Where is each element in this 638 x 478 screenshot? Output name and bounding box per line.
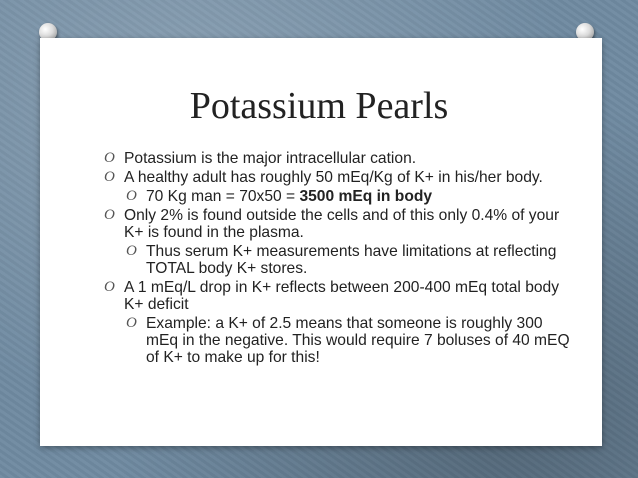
sub-bullet-item: [104, 243, 574, 277]
bullet-bold-text: 3500 mEq in body: [299, 188, 433, 205]
bullet-item: [104, 279, 574, 313]
bullet-text: Example: a K+ of 2.5 means that someone is roughly 300 mEq in the negative. This would require 7 boluses of 40 mEQ of K+ to make up for this!: [146, 315, 570, 366]
bullet-marker: O: [104, 150, 115, 166]
bullet-item: [104, 207, 574, 241]
bullet-marker: O: [126, 243, 137, 259]
bullet-item: [104, 150, 574, 167]
bullet-item: [104, 169, 574, 186]
bullet-list: [104, 150, 574, 368]
sub-bullet-item: [104, 188, 574, 205]
bullet-text: A 1 mEq/L drop in K+ reflects between 200-400 mEq total body K+ deficit: [124, 279, 560, 313]
bullet-text: Potassium is the major intracellular cation.: [124, 150, 417, 167]
bullet-marker: O: [104, 207, 115, 223]
bullet-text: 70 Kg man = 70x50 =: [146, 188, 300, 205]
bullet-text: Only 2% is found outside the cells and of this only 0.4% of your K+ is found in the plasma.: [124, 207, 560, 241]
slide-title: Potassium Pearls: [189, 85, 449, 127]
bullet-marker: O: [104, 279, 115, 295]
sub-bullet-item: [104, 315, 574, 366]
bullet-text: Thus serum K+ measurements have limitations at reflecting TOTAL body K+ stores.: [146, 243, 557, 277]
bullet-marker: O: [104, 169, 115, 185]
bullet-text: A healthy adult has roughly 50 mEq/Kg of K+ in his/her body.: [124, 169, 543, 186]
bullet-marker: O: [126, 188, 137, 204]
bullet-marker: O: [126, 315, 137, 331]
